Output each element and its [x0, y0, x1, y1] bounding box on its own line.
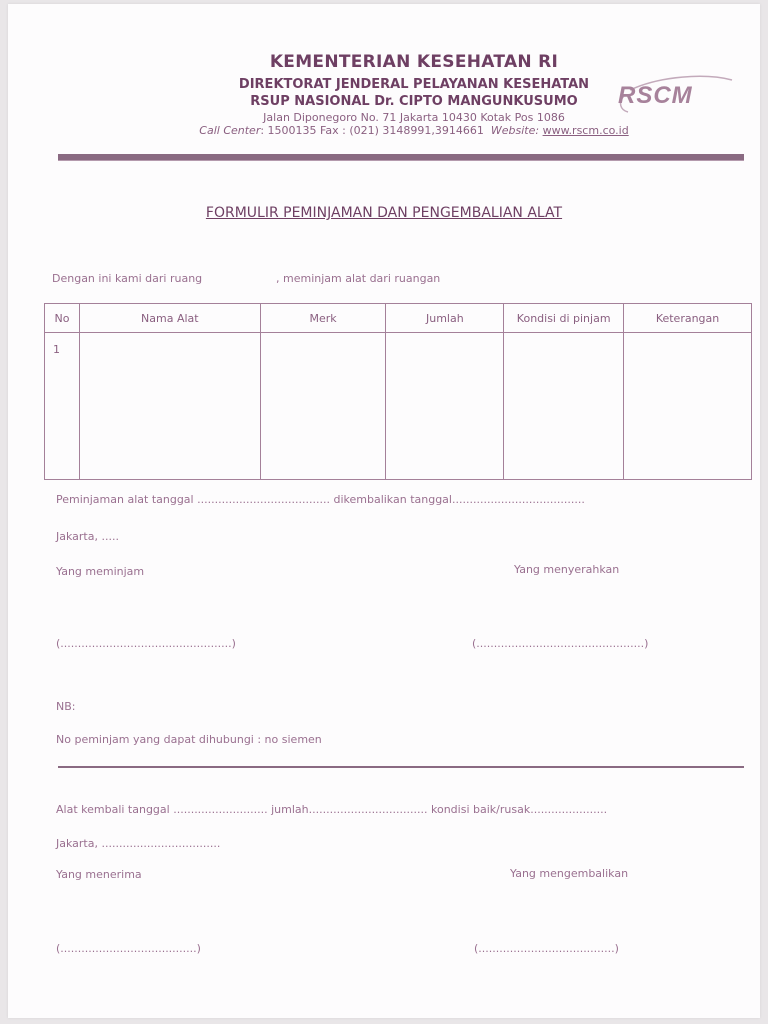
- borrower-label: Yang meminjam: [56, 565, 145, 578]
- call-center-label: Call Center: [199, 124, 261, 137]
- equipment-table: [44, 303, 752, 480]
- nb-contact-line: No peminjam yang dapat dihubungi : no siemen: [56, 733, 322, 746]
- col-header-keterangan: Keterangan: [624, 304, 752, 333]
- table-header-row: [45, 304, 752, 333]
- hospital-name: RSUP NASIONAL Dr. CIPTO MANGUNKUSUMO: [250, 94, 578, 109]
- cell-merk[interactable]: [260, 333, 386, 480]
- website-link[interactable]: www.rscm.co.id: [542, 124, 629, 137]
- call-center-value: : 1500135 Fax : (021) 3148991,3914661: [260, 124, 484, 137]
- intro-part2: , meminjam alat dari ruangan: [276, 272, 441, 285]
- section-divider: [58, 766, 744, 768]
- cell-keterangan[interactable]: [624, 333, 752, 480]
- receiver-signature: (.......................................): [56, 942, 201, 955]
- cell-kondisi[interactable]: [504, 333, 624, 480]
- return-city-date: Jakarta, ..................................: [56, 837, 221, 850]
- cell-jumlah[interactable]: [386, 333, 504, 480]
- directorate-name: DIREKTORAT JENDERAL PELAYANAN KESEHATAN: [238, 77, 590, 92]
- returner-signature: (.......................................): [474, 942, 619, 955]
- table-row: [45, 333, 752, 480]
- col-header-jumlah: Jumlah: [386, 304, 504, 333]
- col-header-kondisi: Kondisi di pinjam: [504, 304, 624, 333]
- contact-line: [30, 124, 768, 137]
- header-divider: [58, 154, 744, 161]
- nb-label: NB:: [56, 700, 76, 713]
- website-label: Website:: [490, 124, 540, 137]
- cell-no[interactable]: 1: [45, 333, 80, 480]
- col-header-no: No: [45, 304, 80, 333]
- borrower-signature: (.................................................): [56, 637, 236, 650]
- hospital-address: Jalan Diponegoro No. 71 Jakarta 10430 Kotak Pos 1086: [263, 111, 565, 124]
- return-date-line: Alat kembali tanggal ........................... jumlah.................................. kondisi baik/rusak......................: [56, 803, 608, 816]
- handover-signature: (................................................): [472, 637, 649, 650]
- handover-label: Yang menyerahkan: [514, 563, 620, 576]
- intro-part1: Dengan ini kami dari ruang: [52, 272, 203, 285]
- form-title: FORMULIR PEMINJAMAN DAN PENGEMBALIAN ALAT: [205, 205, 563, 221]
- cell-nama-alat[interactable]: [79, 333, 260, 480]
- rscm-logo: RSCM: [618, 82, 693, 109]
- ministry-name: KEMENTERIAN KESEHATAN RI: [269, 52, 559, 72]
- loan-city-date: Jakarta, .....: [56, 530, 119, 543]
- col-header-nama-alat: Nama Alat: [79, 304, 260, 333]
- receiver-label: Yang menerima: [56, 868, 142, 881]
- col-header-merk: Merk: [260, 304, 386, 333]
- loan-date-line: Peminjaman alat tanggal ...................................... dikembalikan tanggal......................................: [56, 493, 585, 506]
- returner-label: Yang mengembalikan: [510, 867, 629, 880]
